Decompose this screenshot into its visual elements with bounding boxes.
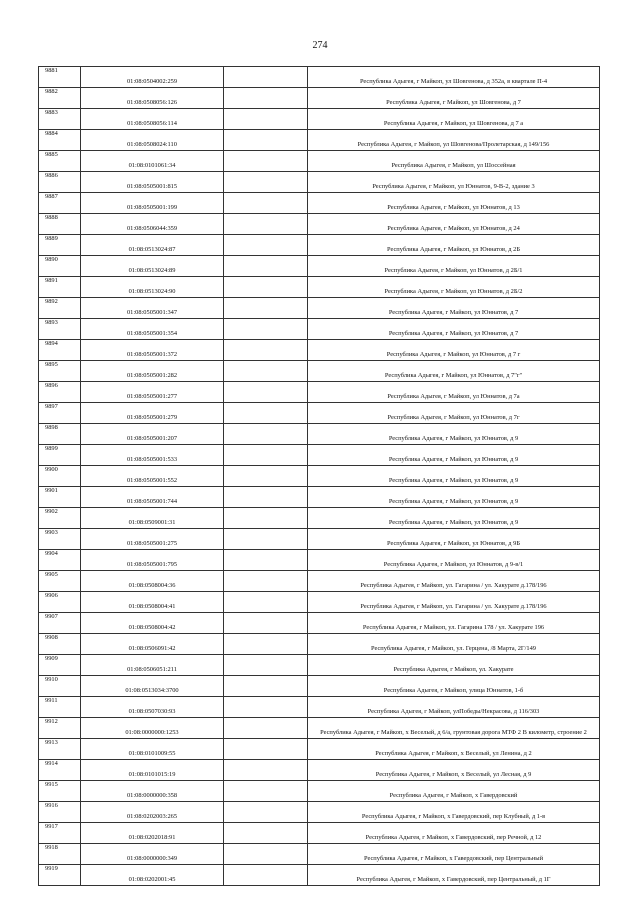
address-cell: Республика Адыгея, г Майкоп, ул Юннатов, д 2Б bbox=[308, 235, 600, 256]
row-number-cell: 9883 bbox=[39, 109, 81, 130]
empty-cell bbox=[224, 613, 308, 634]
row-number-cell: 9903 bbox=[39, 529, 81, 550]
empty-cell bbox=[224, 151, 308, 172]
row-number-cell: 9893 bbox=[39, 319, 81, 340]
table-row bbox=[39, 445, 600, 466]
empty-cell bbox=[224, 67, 308, 88]
empty-cell bbox=[224, 340, 308, 361]
cadastral-number-cell: 01:08:0202018:91 bbox=[81, 823, 224, 844]
cadastral-number-cell: 01:08:0505001:282 bbox=[81, 361, 224, 382]
row-number-cell: 9889 bbox=[39, 235, 81, 256]
empty-cell bbox=[224, 298, 308, 319]
cadastral-number-cell: 01:08:0202003:265 bbox=[81, 802, 224, 823]
address-cell: Республика Адыгея, г Майкоп, ул Шовгенова, д 7 а bbox=[308, 109, 600, 130]
cadastral-number-cell: 01:08:0505001:354 bbox=[81, 319, 224, 340]
empty-cell bbox=[224, 193, 308, 214]
address-cell: Республика Адыгея, г Майкоп, ул Юннатов, 9-В-2, здание 3 bbox=[308, 172, 600, 193]
table-row bbox=[39, 739, 600, 760]
address-cell: Республика Адыгея, г Майкоп, ул. Хакурате bbox=[308, 655, 600, 676]
empty-cell bbox=[224, 571, 308, 592]
address-cell: Республика Адыгея, г Майкоп, х Гавердовский, пер Центральный, д 1Г bbox=[308, 865, 600, 886]
row-number-cell: 9895 bbox=[39, 361, 81, 382]
registry-table bbox=[38, 66, 600, 886]
table-row bbox=[39, 340, 600, 361]
cadastral-number-cell: 01:08:0505001:795 bbox=[81, 550, 224, 571]
empty-cell bbox=[224, 130, 308, 151]
address-cell: Республика Адыгея, г Майкоп, ул. Гагарина / ул. Хакурате д.178/196 bbox=[308, 571, 600, 592]
row-number-cell: 9884 bbox=[39, 130, 81, 151]
cadastral-number-cell: 01:08:0508024:110 bbox=[81, 130, 224, 151]
table-row bbox=[39, 382, 600, 403]
row-number-cell: 9891 bbox=[39, 277, 81, 298]
empty-cell bbox=[224, 424, 308, 445]
table-row bbox=[39, 550, 600, 571]
address-cell: Республика Адыгея, г Майкоп, улПобеды/Некрасова, д 116/303 bbox=[308, 697, 600, 718]
table-row bbox=[39, 235, 600, 256]
empty-cell bbox=[224, 445, 308, 466]
cadastral-number-cell: 01:08:0513024:89 bbox=[81, 256, 224, 277]
address-cell: Республика Адыгея, г Майкоп, ул Юннатов, д 9 bbox=[308, 445, 600, 466]
table-row bbox=[39, 361, 600, 382]
table-row bbox=[39, 193, 600, 214]
table-row bbox=[39, 613, 600, 634]
row-number-cell: 9896 bbox=[39, 382, 81, 403]
address-cell: Республика Адыгея, г Майкоп, ул Юннатов, д 7 bbox=[308, 298, 600, 319]
row-number-cell: 9894 bbox=[39, 340, 81, 361]
empty-cell bbox=[224, 529, 308, 550]
empty-cell bbox=[224, 655, 308, 676]
row-number-cell: 9914 bbox=[39, 760, 81, 781]
row-number-cell: 9912 bbox=[39, 718, 81, 739]
address-cell: Республика Адыгея, г Майкоп, ул Юннатов, д 24 bbox=[308, 214, 600, 235]
address-cell: Республика Адыгея, г Майкоп, ул Юннатов, д 7 г bbox=[308, 340, 600, 361]
row-number-cell: 9913 bbox=[39, 739, 81, 760]
address-cell: Республика Адыгея, г Майкоп, ул Юннатов, д 9 bbox=[308, 508, 600, 529]
address-cell: Республика Адыгея, г Майкоп, х Гавердовский bbox=[308, 781, 600, 802]
cadastral-number-cell: 01:08:0505001:275 bbox=[81, 529, 224, 550]
table-row bbox=[39, 256, 600, 277]
empty-cell bbox=[224, 256, 308, 277]
table-row bbox=[39, 781, 600, 802]
address-cell: Республика Адыгея, г Майкоп, ул Юннатов, д 9 bbox=[308, 424, 600, 445]
row-number-cell: 9890 bbox=[39, 256, 81, 277]
row-number-cell: 9892 bbox=[39, 298, 81, 319]
table-row bbox=[39, 298, 600, 319]
address-cell: Республика Адыгея, г Майкоп, ул Шоссейная bbox=[308, 151, 600, 172]
table-row bbox=[39, 571, 600, 592]
cadastral-number-cell: 01:08:0506091:42 bbox=[81, 634, 224, 655]
table-row bbox=[39, 277, 600, 298]
empty-cell bbox=[224, 781, 308, 802]
row-number-cell: 9887 bbox=[39, 193, 81, 214]
table-row bbox=[39, 109, 600, 130]
table-row bbox=[39, 844, 600, 865]
row-number-cell: 9905 bbox=[39, 571, 81, 592]
cadastral-number-cell: 01:08:0505001:277 bbox=[81, 382, 224, 403]
cadastral-number-cell: 01:08:0505001:744 bbox=[81, 487, 224, 508]
table-row bbox=[39, 214, 600, 235]
page-number: 274 bbox=[312, 40, 328, 51]
table-row bbox=[39, 697, 600, 718]
row-number-cell: 9904 bbox=[39, 550, 81, 571]
row-number-cell: 9885 bbox=[39, 151, 81, 172]
cadastral-number-cell: 01:08:0508004:36 bbox=[81, 571, 224, 592]
empty-cell bbox=[224, 844, 308, 865]
address-cell: Республика Адыгея, г Майкоп, улица Юннатов, 1-б bbox=[308, 676, 600, 697]
row-number-cell: 9911 bbox=[39, 697, 81, 718]
cadastral-number-cell: 01:08:0506051:211 bbox=[81, 655, 224, 676]
address-cell: Республика Адыгея, г Майкоп, ул Юннатов, д 7г bbox=[308, 403, 600, 424]
row-number-cell: 9909 bbox=[39, 655, 81, 676]
address-cell: Республика Адыгея, г Майкоп, ул. Гагарина / ул. Хакурате д.178/196 bbox=[308, 592, 600, 613]
cadastral-number-cell: 01:08:0513024:90 bbox=[81, 277, 224, 298]
address-cell: Республика Адыгея, г Майкоп, ул Шовгенова, д 352а, в квартале П-4 bbox=[308, 67, 600, 88]
table-row bbox=[39, 529, 600, 550]
row-number-cell: 9918 bbox=[39, 844, 81, 865]
cadastral-number-cell: 01:08:0000000:358 bbox=[81, 781, 224, 802]
cadastral-number-cell: 01:08:0513024:87 bbox=[81, 235, 224, 256]
cadastral-number-cell: 01:08:0505001:347 bbox=[81, 298, 224, 319]
empty-cell bbox=[224, 592, 308, 613]
cadastral-number-cell: 01:08:0505001:815 bbox=[81, 172, 224, 193]
address-cell: Республика Адыгея, г Майкоп, х Гавердовский, пер Клубный, д 1-в bbox=[308, 802, 600, 823]
row-number-cell: 9907 bbox=[39, 613, 81, 634]
table-row bbox=[39, 466, 600, 487]
row-number-cell: 9899 bbox=[39, 445, 81, 466]
cadastral-number-cell: 01:08:0505001:533 bbox=[81, 445, 224, 466]
cadastral-number-cell: 01:08:0508056:126 bbox=[81, 88, 224, 109]
empty-cell bbox=[224, 760, 308, 781]
empty-cell bbox=[224, 382, 308, 403]
address-cell: Республика Адыгея, г Майкоп, ул Юннатов, д 7"г" bbox=[308, 361, 600, 382]
registry-table-body bbox=[39, 67, 600, 886]
address-cell: Республика Адыгея, г Майкоп, ул Юннатов, д 9 bbox=[308, 487, 600, 508]
cadastral-number-cell: 01:08:0508004:41 bbox=[81, 592, 224, 613]
table-row bbox=[39, 172, 600, 193]
table-row bbox=[39, 67, 600, 88]
address-cell: Республика Адыгея, г Майкоп, х Гавердовский, пер Речной, д 12 bbox=[308, 823, 600, 844]
table-row bbox=[39, 655, 600, 676]
address-cell: Республика Адыгея, г Майкоп, ул Юннатов, д 2Б/1 bbox=[308, 256, 600, 277]
row-number-cell: 9910 bbox=[39, 676, 81, 697]
table-row bbox=[39, 823, 600, 844]
row-number-cell: 9919 bbox=[39, 865, 81, 886]
row-number-cell: 9902 bbox=[39, 508, 81, 529]
address-cell: Республика Адыгея, г Майкоп, ул Юннатов, д 2Б/2 bbox=[308, 277, 600, 298]
table-row bbox=[39, 865, 600, 886]
address-cell: Республика Адыгея, г Майкоп, ул Юннатов, д 13 bbox=[308, 193, 600, 214]
cadastral-number-cell: 01:08:0505001:372 bbox=[81, 340, 224, 361]
empty-cell bbox=[224, 718, 308, 739]
cadastral-number-cell: 01:08:0509001:31 bbox=[81, 508, 224, 529]
cadastral-number-cell: 01:08:0000000:349 bbox=[81, 844, 224, 865]
table-row bbox=[39, 88, 600, 109]
cadastral-number-cell: 01:08:0505001:199 bbox=[81, 193, 224, 214]
empty-cell bbox=[224, 109, 308, 130]
table-row bbox=[39, 424, 600, 445]
address-cell: Республика Адыгея, г Майкоп, х Веселый, ул Лесная, д 9 bbox=[308, 760, 600, 781]
cadastral-number-cell: 01:08:0508056:114 bbox=[81, 109, 224, 130]
cadastral-number-cell: 01:08:0513034:3700 bbox=[81, 676, 224, 697]
row-number-cell: 9888 bbox=[39, 214, 81, 235]
address-cell: Республика Адыгея, г Майкоп, х Веселый, ул Ленина, д 2 bbox=[308, 739, 600, 760]
address-cell: Республика Адыгея, г Майкоп, ул Юннатов, д 7 bbox=[308, 319, 600, 340]
empty-cell bbox=[224, 823, 308, 844]
empty-cell bbox=[224, 172, 308, 193]
empty-cell bbox=[224, 214, 308, 235]
empty-cell bbox=[224, 697, 308, 718]
empty-cell bbox=[224, 277, 308, 298]
cadastral-number-cell: 01:08:0000000:1253 bbox=[81, 718, 224, 739]
row-number-cell: 9898 bbox=[39, 424, 81, 445]
row-number-cell: 9915 bbox=[39, 781, 81, 802]
row-number-cell: 9897 bbox=[39, 403, 81, 424]
table-row bbox=[39, 487, 600, 508]
empty-cell bbox=[224, 865, 308, 886]
cadastral-number-cell: 01:08:0202001:45 bbox=[81, 865, 224, 886]
cadastral-number-cell: 01:08:0505001:279 bbox=[81, 403, 224, 424]
empty-cell bbox=[224, 319, 308, 340]
address-cell: Республика Адыгея, г Майкоп, ул. Гагарина 178 / ул. Хакурате 196 bbox=[308, 613, 600, 634]
cadastral-number-cell: 01:08:0101061:34 bbox=[81, 151, 224, 172]
empty-cell bbox=[224, 739, 308, 760]
cadastral-number-cell: 01:08:0507030:93 bbox=[81, 697, 224, 718]
table-row bbox=[39, 802, 600, 823]
empty-cell bbox=[224, 466, 308, 487]
empty-cell bbox=[224, 403, 308, 424]
address-cell: Республика Адыгея, г Майкоп, ул Шовгенова/Пролетарская, д 149/156 bbox=[308, 130, 600, 151]
cadastral-number-cell: 01:08:0101015:19 bbox=[81, 760, 224, 781]
row-number-cell: 9901 bbox=[39, 487, 81, 508]
table-row bbox=[39, 508, 600, 529]
address-cell: Республика Адыгея, г Майкоп, ул Юннатов, д 7а bbox=[308, 382, 600, 403]
cadastral-number-cell: 01:08:0506044:359 bbox=[81, 214, 224, 235]
table-row bbox=[39, 634, 600, 655]
empty-cell bbox=[224, 88, 308, 109]
row-number-cell: 9906 bbox=[39, 592, 81, 613]
address-cell: Республика Адыгея, г Майкоп, х Веселый, д 6/а, грунтовая дорога МТФ 2 В километр, строение 2 bbox=[308, 718, 600, 739]
table-row bbox=[39, 403, 600, 424]
table-row bbox=[39, 130, 600, 151]
table-row bbox=[39, 592, 600, 613]
row-number-cell: 9916 bbox=[39, 802, 81, 823]
row-number-cell: 9881 bbox=[39, 67, 81, 88]
empty-cell bbox=[224, 235, 308, 256]
row-number-cell: 9917 bbox=[39, 823, 81, 844]
row-number-cell: 9908 bbox=[39, 634, 81, 655]
cadastral-number-cell: 01:08:0504002:259 bbox=[81, 67, 224, 88]
cadastral-number-cell: 01:08:0101009:55 bbox=[81, 739, 224, 760]
empty-cell bbox=[224, 550, 308, 571]
address-cell: Республика Адыгея, г Майкоп, ул. Герцена, /8 Марта, 2Г/149 bbox=[308, 634, 600, 655]
empty-cell bbox=[224, 676, 308, 697]
address-cell: Республика Адыгея, г Майкоп, ул Юннатов, д 9Б bbox=[308, 529, 600, 550]
table-row bbox=[39, 151, 600, 172]
row-number-cell: 9882 bbox=[39, 88, 81, 109]
empty-cell bbox=[224, 634, 308, 655]
empty-cell bbox=[224, 508, 308, 529]
empty-cell bbox=[224, 487, 308, 508]
table-row bbox=[39, 676, 600, 697]
cadastral-number-cell: 01:08:0505001:207 bbox=[81, 424, 224, 445]
table-row bbox=[39, 760, 600, 781]
cadastral-number-cell: 01:08:0508004:42 bbox=[81, 613, 224, 634]
row-number-cell: 9886 bbox=[39, 172, 81, 193]
row-number-cell: 9900 bbox=[39, 466, 81, 487]
address-cell: Республика Адыгея, г Майкоп, ул Шовгенова, д 7 bbox=[308, 88, 600, 109]
empty-cell bbox=[224, 361, 308, 382]
table-row bbox=[39, 718, 600, 739]
cadastral-number-cell: 01:08:0505001:552 bbox=[81, 466, 224, 487]
address-cell: Республика Адыгея, г Майкоп, х Гавердовский, пер Центральный bbox=[308, 844, 600, 865]
address-cell: Республика Адыгея, г Майкоп, ул Юннатов, д 9 bbox=[308, 466, 600, 487]
table-row bbox=[39, 319, 600, 340]
empty-cell bbox=[224, 802, 308, 823]
address-cell: Республика Адыгея, г Майкоп, ул Юннатов, д 9-в/1 bbox=[308, 550, 600, 571]
